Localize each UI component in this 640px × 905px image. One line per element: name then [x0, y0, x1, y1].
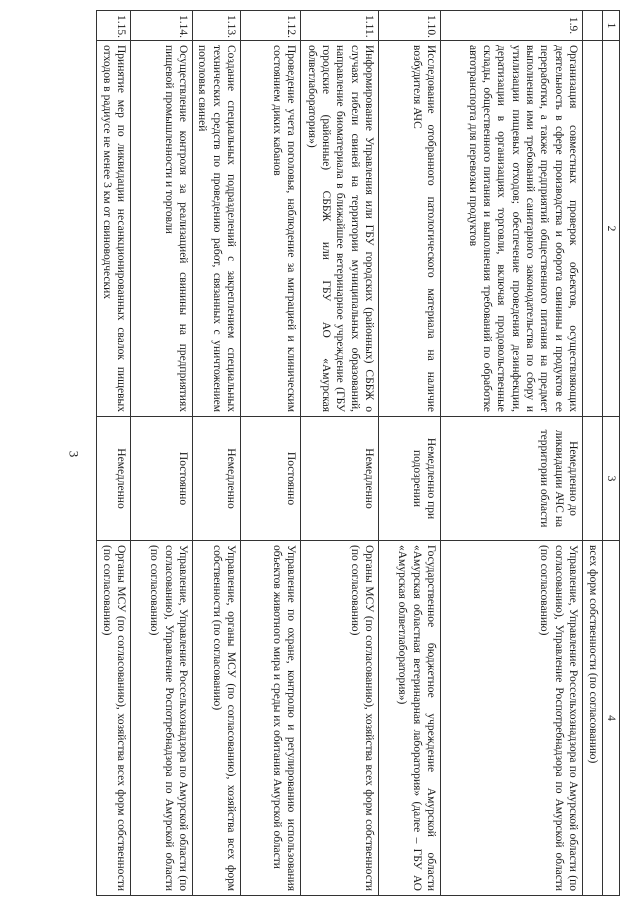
- page-number: 3: [66, 450, 82, 458]
- measures-table: [96, 10, 620, 896]
- term-cell: Постоянно: [131, 417, 193, 541]
- term-cell: Немедленно: [193, 417, 241, 541]
- header-col-1: 1: [602, 11, 619, 41]
- term-cell: Немедленно до ликвидации АЧС на территории области: [441, 417, 583, 541]
- action-cell: Проведение учета поголовья, наблюдение за миграцией и клиническим состоянием диких кабанов: [241, 41, 301, 417]
- executor-cell: Органы МСУ (по согласованию), хозяйства всех форм собственности (по согласованию): [97, 541, 131, 896]
- action-cell: Исследование отобранного патологического материала на наличие возбудителя АЧС: [379, 41, 441, 417]
- executor-cell: Управление, органы МСУ (по согласованию), хозяйства всех форм собственности (по согласованию): [193, 541, 241, 896]
- table-row: [301, 11, 379, 896]
- table-header-row: [602, 11, 619, 896]
- executor-cell: всех форм собственности (по согласованию): [583, 541, 602, 896]
- table-row: [131, 11, 193, 896]
- row-number: 1.9.: [441, 11, 583, 41]
- action-cell: Принятие мер по ликвидации несанкционированных свалок пищевых отходов в радиусе не менее 3 км от свиноводческих: [97, 41, 131, 417]
- executor-cell: Государственное бюджетное учреждение Амурской области «Амурская областная ветеринарная лаборатория» (далее – ГБУ АО «Амурская облветлаборатория»): [379, 541, 441, 896]
- row-number: 1.13.: [193, 11, 241, 41]
- header-col-2: 2: [602, 41, 619, 417]
- action-cell: Осуществление контроля за реализацией свинины на предприятиях пищевой промышленности и торговли: [131, 41, 193, 417]
- executor-cell: Управление, Управление Россельхознадзора по Амурской области (по согласованию), Управление Роспотребнадзора по Амурской области (по согласованию): [441, 541, 583, 896]
- table-row: [193, 11, 241, 896]
- term-cell: Постоянно: [241, 417, 301, 541]
- term-cell: Немедленно: [97, 417, 131, 541]
- row-number: 1.11.: [301, 11, 379, 41]
- term-cell: Немедленно при подозрении: [379, 417, 441, 541]
- header-col-3: 3: [602, 417, 619, 541]
- table-row: [97, 11, 131, 896]
- header-col-4: 4: [602, 541, 619, 896]
- table-row: [379, 11, 441, 896]
- executor-cell: Управление по охране, контролю и регулированию использования объектов животного мира и среды их обитания Амурской области: [241, 541, 301, 896]
- executor-cell: Органы МСУ (по согласованию), хозяйства всех форм собственности (по согласованию): [301, 541, 379, 896]
- row-number: 1.12.: [241, 11, 301, 41]
- row-number: 1.15.: [97, 11, 131, 41]
- row-number: 1.10.: [379, 11, 441, 41]
- rotated-page: [85, 10, 620, 895]
- table-row: [441, 11, 583, 896]
- action-cell: Создание специальных подразделений с закреплением специальных технических средств по проведению работ, связанных с уничтожением поголовья свиней: [193, 41, 241, 417]
- row-number: 1.14.: [131, 11, 193, 41]
- executor-cell: Управление, Управление Россельхознадзора по Амурской области (по согласованию), Управление Роспотребнадзора по Амурской области (по согласованию): [131, 541, 193, 896]
- term-cell: Немедленно: [301, 417, 379, 541]
- table-row-continuation: [583, 11, 602, 896]
- table-row: [241, 11, 301, 896]
- action-cell: Информирование Управления или ГБУ городских (районных) СББЖ о случаях гибели свиней на территории муниципальных образований, направление биоматериала в ближайшее ветеринарное учреждение (ГБУ городские (районные) СББЖ или ГБУ АО «Амурская облветлаборатория»): [301, 41, 379, 417]
- action-cell: Организация совместных проверок объектов, осуществляющих деятельность в сфере производства и оборота свинины и продуктов ее переработки, а также предприятий общественного питания на предмет выполнения ими требований санитарного законодательства по сбору и утилизации пищевых отходов; обеспечение проведения дезинфекции, дератизации в организациях торговли, включая продовольственные склады, общественного питания и выполнения требований по обработке автотранспорта для перевозки продуктов: [441, 41, 583, 417]
